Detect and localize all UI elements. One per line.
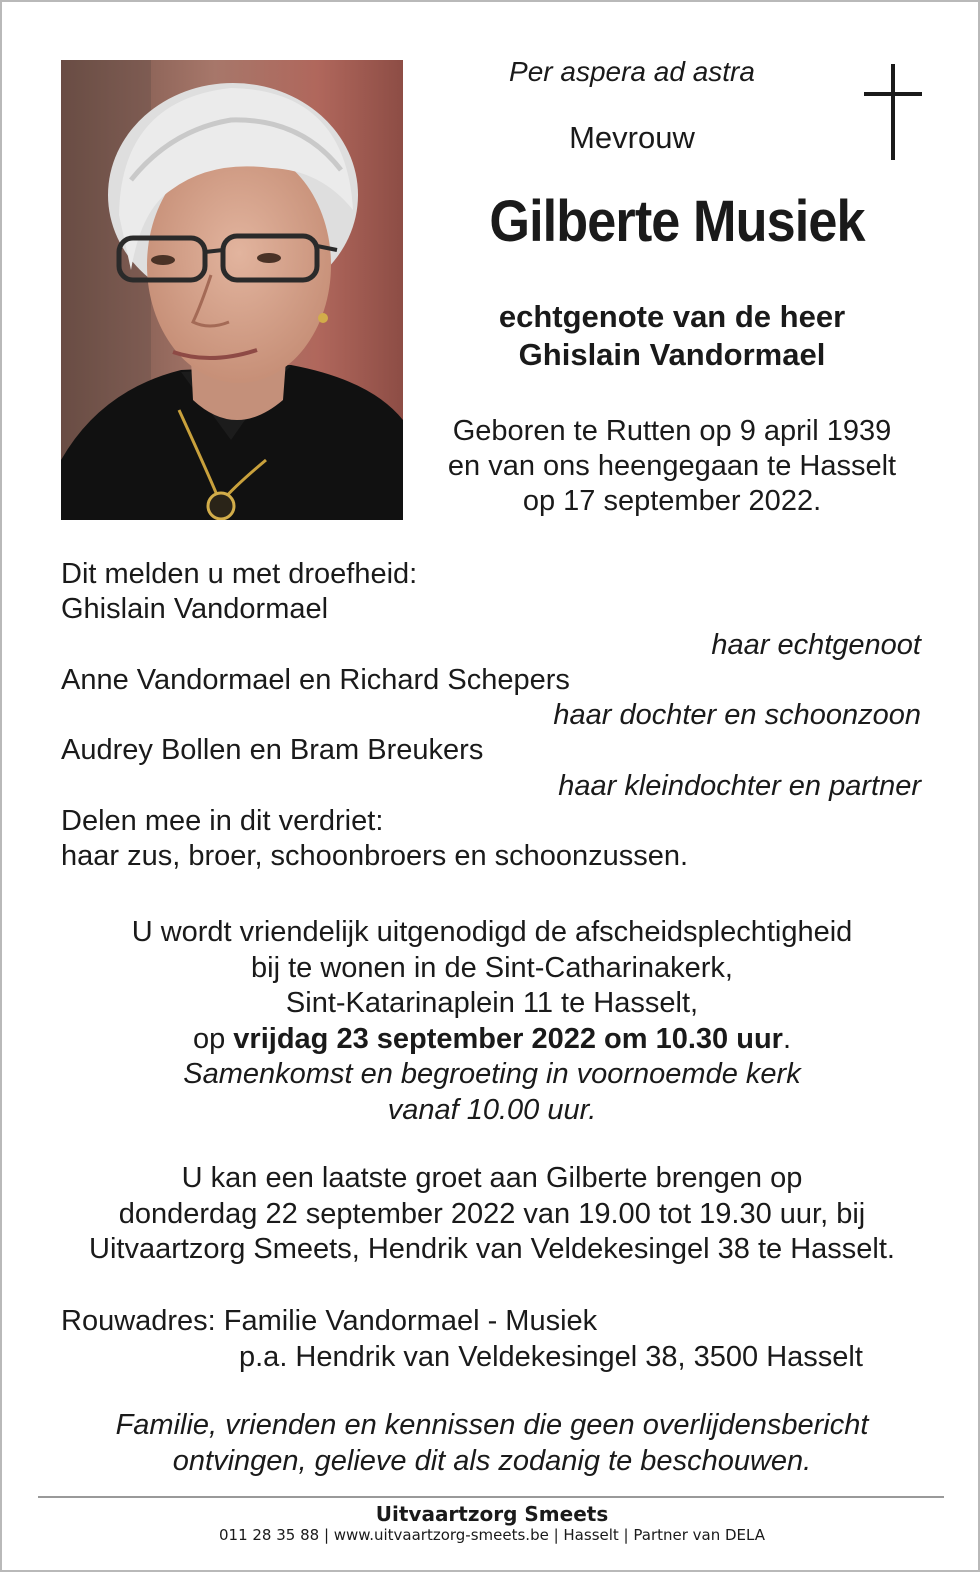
family-member-relation: haar dochter en schoonzoon [553,699,921,732]
ceremony-date-suffix: . [782,1022,792,1055]
spouse-line: echtgenote van de heer [498,299,846,334]
family-member-name: Audrey Bollen en Bram Breukers [61,734,484,767]
footer-divider [38,1496,944,1498]
address-line: Rouwadres: Familie Vandormael - Musiek [61,1305,598,1337]
ceremony-block [42,915,942,1128]
closing-line: Familie, vrienden en kennissen die geen overlijdensbericht [115,1409,869,1441]
funeral-home-info: 011 28 35 88 | www.uitvaartzorg-smeets.be | Hasselt | Partner van DELA [218,1526,765,1544]
family-list [61,557,921,875]
honorific-title: Mevrouw [569,120,695,155]
ceremony-line: bij te wonen in de Sint-Catharinakerk, [251,951,733,984]
address-line: p.a. Hendrik van Veldekesingel 38, 3500 Hasselt [239,1340,863,1373]
ceremony-date-prefix: op [192,1022,234,1055]
death-date-line: op 17 september 2022. [522,485,822,517]
life-dates [407,414,937,519]
mourning-address [61,1304,921,1375]
share-list: haar zus, broer, schoonbroers en schoonzussen. [61,840,689,873]
death-line: en van ons heengegaan te Hasselt [447,450,897,482]
closing-line: ontvingen, gelieve dit als zodanig te beschouwen. [172,1444,812,1477]
deceased-name: Gilberte Musiek [489,189,865,254]
visitation-line: donderdag 22 september 2022 van 19.00 tot 19.30 uur, bij [118,1197,866,1230]
spouse-block [422,298,922,374]
funeral-home-name: Uitvaartzorg Smeets [375,1502,609,1526]
ceremony-line: U wordt vriendelijk uitgenodigd de afscheidsplechtigheid [131,916,853,948]
family-member-name: Anne Vandormael en Richard Schepers [61,663,570,696]
share-intro: Delen mee in dit verdriet: [61,805,384,838]
visitation-line: Uitvaartzorg Smeets, Hendrik van Veldekesingel 38 te Hasselt. [89,1233,895,1265]
ceremony-line: Sint-Katarinaplein 11 te Hasselt, [285,987,699,1019]
portrait-photo [61,60,403,520]
family-member-relation: haar kleindochter en partner [558,769,921,802]
closing-note [42,1408,942,1479]
family-member-name: Ghislain Vandormael [61,593,329,626]
spouse-name: Ghislain Vandormael [518,337,826,372]
visitation-block [42,1161,942,1268]
motto: Per aspera ad astra [509,56,755,87]
family-member-relation: haar echtgenoot [711,628,921,661]
visitation-line: U kan een laatste groet aan Gilberte brengen op [181,1162,803,1194]
family-intro: Dit melden u met droefheid: [61,558,418,590]
gathering-line: Samenkomst en begroeting in voornoemde kerk [183,1058,801,1090]
ceremony-date-bold: vrijdag 23 september 2022 om 10.30 uur [233,1022,783,1055]
birth-line: Geboren te Rutten op 9 april 1939 [452,415,892,447]
latin-cross-icon [864,64,922,160]
ceremony-date [42,1022,942,1058]
gathering-line: vanaf 10.00 uur. [387,1093,597,1126]
